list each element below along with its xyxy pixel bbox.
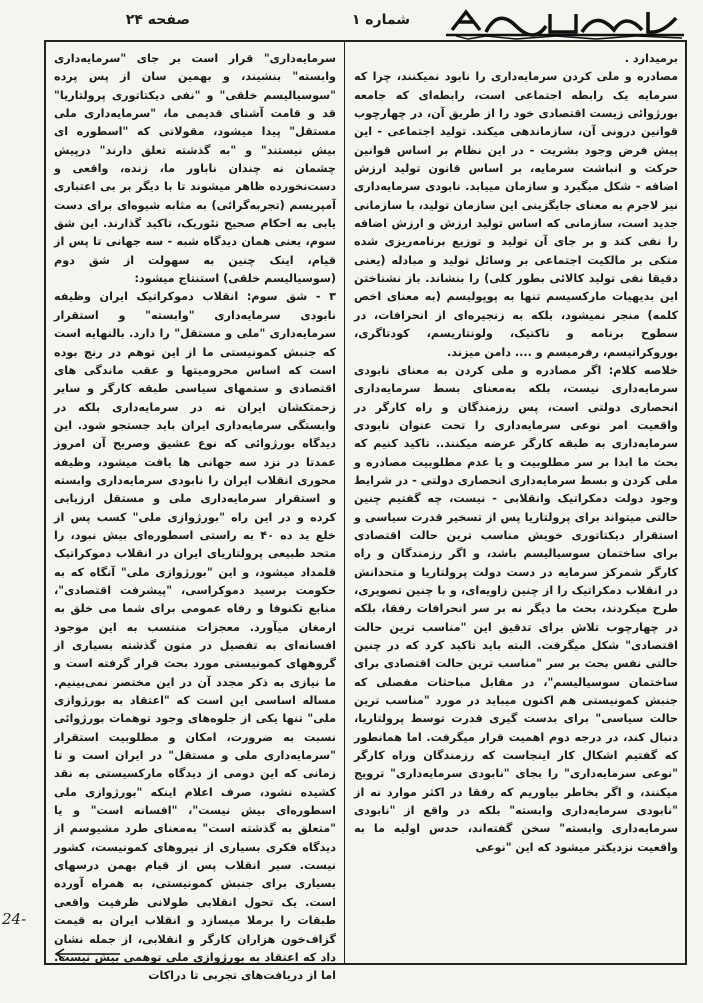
column-divider <box>344 42 345 963</box>
left-column <box>54 50 336 983</box>
margin-handwritten-number: 24- <box>2 910 27 928</box>
publication-logo <box>446 4 686 40</box>
page-number: صفحه ۲۴ <box>125 12 190 28</box>
paragraph: خلاصه کلام: اگر مصادره و ملی کردن به معنای نابودی سرمایه‌داری نیست، بلکه به‌معنای بسط سرمایه‌داری انحصاری دولتی است، پس رزمندگان و راه کارگر در واقعیت امر نوعی سرمایه‌داری را تحت عنوان نابودی سرمایه‌داری به طبقه کارگر عرضه میکنند.. تاکید کنیم که بحث ما ابدا بر سر مطلوبیت و یا عدم مطلوبیت مصادره و ملی کردن و بسط سرمایه‌داری انحصاری دولتی - در شرایط وجود دولت دمکراتیک وانقلابی - نیست، چه گفتیم چنین حالتی میتواند برای پرولتاریا پس از تسخیر قدرت سیاسی و استقرار دیکتاتوری خویش مناسب ترین حالت اقتصادی برای ساختمان سوسیالیسم باشد، و اگر رزمندگان و راه کارگر شمرکز سرمایه در دست دولت پرولتاریا و متحدانش در انقلاب دمکراتیک را از چنین زاویه‌ای، و با چنین تصویری، طرح میکردند، بحث ما دیگر نه بر سر انحرافات رفقا، بلکه در چهارچوب تلاش برای تدقیق این "مناسب ترین حالت اقتصادی" شکل میگرفت. البته باید تاکید کرد که در چنین حالتی نفس بحث بر سر "مناسب ترین حالت اقتصادی برای ساختمان سوسیالیسم"، در مقابل مباحثات مفصلی که جنبش کمونیستی هم اکنون میباید در مورد "مناسب ترین حالت سیاسی" برای بدست گیری قدرت توسط پرولتاریا، دنبال کند، در درجه دوم اهمیت قرار میگرفت. اما همانطور که گفتیم اشکال کار اینجاست که رزمندگان وراه کارگر "نوعی سرمایه‌داری" را بجای "نابودی سرمایه‌داری" ترویج میکنند، و اگر بخاطر بیاوریم که رفقا در اکثر موارد نه از "نابودی سرمایه‌داری وابسته" بلکه در واقع از "نابودی سرمایه‌داری وابسته" سخن گفته‌اند، حدس اولیه ما به واقعیت نزدیکتر میشود که این "نوعی <box>354 363 678 854</box>
paragraph: سرمایه‌داری" قرار است بر جای "سرمایه‌داری وابسته" بنشیند، و بهمین سان از پس پرده "سوسیالیسم خلقی" و "نفی دیکتاتوری پرولتاریا" قد و قامت آشنای قدیمی ما، "سرمایه‌داری ملی مستقل" پیدا میشود، مقولاتی که "اسطوره ای بیش نیستند" و "به گذشته تعلق دارند" درپیش چشمان نه چندان ناباور ما، زنده، واقعی و دست‌نخورده ظاهر میشوند تا با دیگر بر بی اعتباری آمپریسم (تجربه‌گرائی) به مثابه شیوه‌ای برای دست یابی به احکام صحیح تئوریک، تاکید گذارند. این شق سوم، یعنی همان دیدگاه شبه - سه جهانی تا پس از قیام، اینک چنین به سهولت از شق دوم (سوسیالیسم خلقی) استنتاج میشود: <box>54 52 336 286</box>
paragraph: مصادره و ملی کردن سرمایه‌داری را نابود نمیکنند، چرا که سرمایه یک رابطه اجتماعی است، رابطه‌ای که جامعه بورژوائی زیست اقتصادی خود را از طریق آن، در چهارچوب قوانین درونی آن، سازماندهی میکند. تولید اجتماعی - این پیش فرض وجود بشریت - در این نظام بر اساس قوانین حرکت و انباشت سرمایه، بر اساس قانون تولید ارزش اضافه - شکل میگیرد و سازمان مییابد. نابودی سرمایه‌داری نیز لاجرم به معنای جایگزینی این سازمان تولید، با سازمانی جدید است، سازمانی که اساس تولید ارزش و ارزش اضافه را نفی کند و بر جای آن تولید و توزیع برنامه‌ریزی شده متکی بر مالکیت اجتماعی بر وسائل تولید و مبادله (یعنی دقیقا نفی تولید کالائی بطور کلی) را بنشاند. باز نشناختن این بدیهیات مارکسیسم تنها به پوپولیسم (به معنای اخص کلمه) منجر نمیشود، بلکه به زنجیره‌ای از انحرافات، در سطوح برنامه و تاکتیک، ولونتاریسم، کودتاگری، بوروکراتیسم، رفرمیسم و .... دامن میزند. <box>354 70 678 359</box>
issue-number: شماره ۱ <box>351 12 410 28</box>
paragraph: ۳ - شق سوم: انقلاب دموکراتیک ایران وظیفه نابودی سرمایه‌داری "وابسته" و استقرار سرمایه‌داری "ملی و مستقل" را دارد. بالنهایه است که جنبش کمونیستی ما از این توهم در رنج بوده است که اساس محرومیتها و عقب ماندگی های اقتصادی و ستمهای سیاسی طبقه کارگر و سایر زحمتکشان ایران نه در سرمایه‌داری بلکه در وابستگی سرمایه‌داری ایران باید جستجو شود. این دیدگاه بورژوائی که نوع عشیق وصریح آن امروز عمدتا در نزد سه جهانی ها یافت میشود، وظیفه محوری انقلاب ایران را نابودی سرمایه‌داری وابسته و استقرار سرمایه‌داری ملی و مستقل ارزیابی کرده و در این راه "بورژوازی ملی" کسب پس از خلع ید ده ۴۰ به راستی اسطوره‌ای بیش نبود، را متحد طبیعی پرولتاریای ایران در انقلاب دموکراتیک قلمداد میشود، و این "بورژوازی ملی" آنگاه که به حکومت برسید دموکراسی، "پیشرفت اقتصادی"، منابع تکنوفا و رفاه عمومی برای شما می خلق به ارمغان میآورد. معجزات منتسب به این موجود افسانه‌ای به تفصیل در متون گذشته بسیاری از گروههای کمونیستی مورد بحث قرار گرفته است و ما نیازی به ذکر مجدد آن در این مختصر نمی‌بینیم. مساله اساسی این است که "اعتقاد به بورژوازی ملی" تنها یکی از جلوه‌های وجود توهمات بورژوائی نسبت به ضرورت، امکان و مطلوبیت استقرار "سرمایه‌داری ملی و مستقل" در ایران است و تا زمانی که این دومی از دیدگاه مارکسیستی به نقد کشیده نشود، صرف اعلام اینکه "بورژوازی ملی اسطوره‌ای بیش نیست"، "افسانه است" و یا "متعلق به گذشته است" به‌معنای طرد مشیوسم از دیدگاه فکری بسیاری از نیروهای کمونیست، کشور نیست. سیر انقلاب پس از قیام بهمن درسهای بسیاری برای جنبش کمونیستی، به همراه آورده است. یک تحول انقلابی طولانی ظرفیت واقعی طبقات را برملا میسازد و انقلاب ایران به قیمت گزاف‌خون هزاران کارگر و انقلابی، از جمله نشان داد که اعتقاد به بورژوازی ملی توهمی بیش نیست. اما از دریافت‌های تجربی تا دراکات <box>54 290 336 983</box>
continue-arrow-icon <box>52 947 122 961</box>
right-column <box>354 50 678 955</box>
paragraph: برمیدارد . <box>624 52 678 65</box>
masthead <box>30 4 692 44</box>
